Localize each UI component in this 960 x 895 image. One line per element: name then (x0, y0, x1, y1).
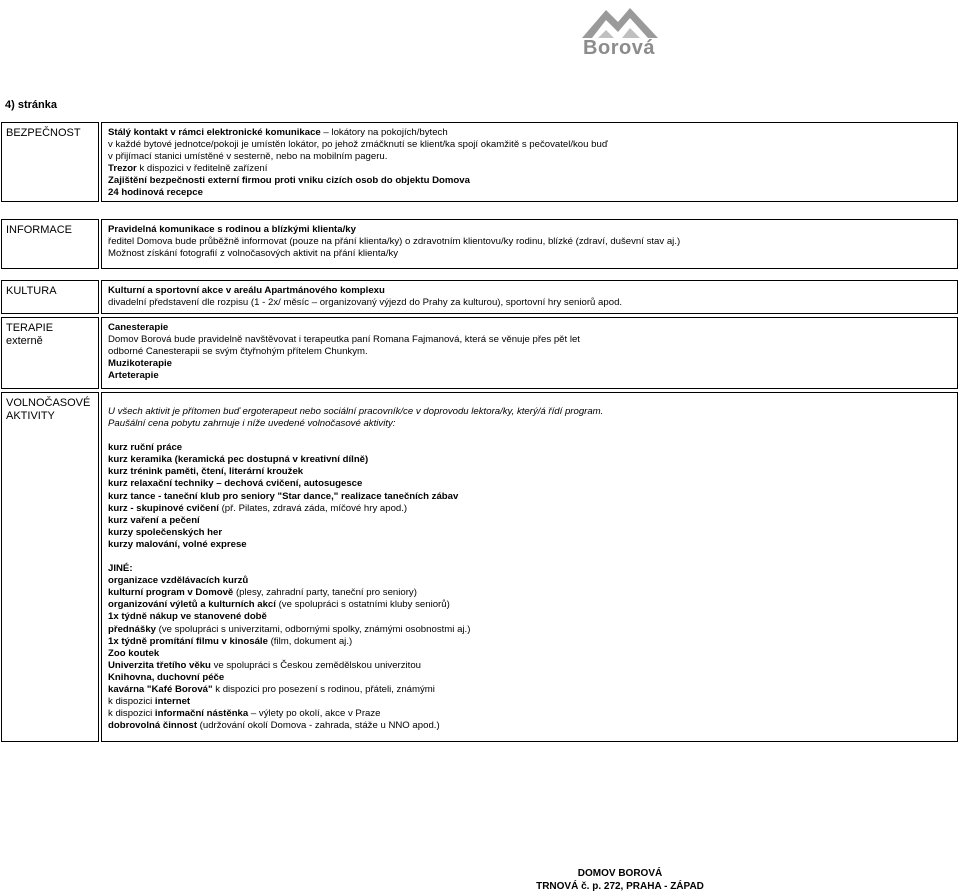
list-item (108, 599, 951, 611)
list-item: kurzy společenských her (108, 526, 223, 538)
text: 24 hodinová recepce (108, 187, 203, 199)
text: informační nástěnka (154, 708, 249, 720)
text: Canesterapie (108, 322, 169, 333)
list-item: organizace vzdělávacích kurzů (108, 575, 249, 587)
label-text: AKTIVITY (6, 410, 55, 422)
text: přednášky (108, 623, 156, 635)
list-item (108, 624, 951, 636)
list-item: kurz ruční práce (108, 442, 183, 454)
text: odborné Canesterapii se svým čtyřnohým přítelem Chunkym. (108, 346, 368, 358)
section-label-informace (1, 219, 99, 269)
section-content-terapie (101, 317, 958, 389)
text: U všech aktivit je přítomen buď ergoterapeut nebo sociální pracovník/ce v doprovodu lektora/ky, který/á řídí program. (108, 406, 604, 417)
text: divadelní představení dle rozpisu (1 - 2x/ měsíc – organizovaný výjezd do Prahy za kulturou), sportovní hry seniorů apod. (108, 297, 623, 309)
list-item (108, 660, 951, 672)
text: 1x týdně promítání filmu v kinosále (108, 635, 268, 647)
text: k dispozici v ředitelně zařízení (136, 163, 268, 175)
footer-line: DOMOV BOROVÁ (577, 868, 663, 879)
section-label-volnocasove (1, 392, 99, 742)
text: k dispozici (108, 708, 155, 720)
text: (ve spolupráci s ostatními kluby seniorů) (275, 599, 450, 611)
text: (plesy, zahradní party, taneční pro seniory) (233, 587, 417, 599)
section-label-terapie (1, 317, 99, 389)
list-item (108, 708, 951, 720)
text: Arteterapie (108, 370, 159, 382)
text: kavárna "Kafé Borová" (108, 683, 213, 695)
text: (př. Pilates, zdravá záda, míčové hry apod.) (218, 502, 408, 514)
text: Pravidelná komunikace s rodinou a blízkými klienta/ky (108, 224, 356, 235)
subheading: JINÉ: (108, 563, 133, 575)
list-item: kurzy malování, volné exprese (108, 538, 247, 550)
label-text: BEZPEČNOST (6, 127, 81, 139)
text: Kulturní a sportovní akce v areálu Apartmánového komplexu (108, 285, 385, 296)
section-label-kultura (1, 280, 99, 314)
list-item (108, 587, 951, 599)
text: v přijímací stanici umístěné v sesterně, nebo na mobilním pageru. (108, 151, 388, 163)
page-heading: 4) stránka (5, 99, 57, 111)
section-content-volnocasove (101, 392, 958, 742)
text: dobrovolná činnost (108, 720, 198, 732)
text: k dispozici pro posezení s rodinou, přáteli, známými (212, 683, 435, 695)
text: internet (154, 696, 191, 708)
text: – lokátory na pokojích/bytech (320, 127, 448, 138)
text: organizování výletů a kulturních akcí (108, 599, 276, 611)
list-item: kurz vaření a pečení (108, 514, 200, 526)
list-item: Zoo koutek (108, 647, 160, 659)
text: Paušální cena pobytu zahrnuje i níže uvedené volnočasové aktivity: (108, 418, 396, 430)
list-item: kurz keramika (keramická pec dostupná v kreativní dílně) (108, 454, 369, 466)
text: v každé bytové jednotce/pokoji je umístěn lokátor, po jehož zmáčknutí se klient/ka spojí okamžitě s pečovatel/kou buď (108, 139, 608, 151)
list-item (108, 684, 951, 696)
text: Zajištění bezpečnosti externí firmou proti vniku cizích osob do objektu Domova (108, 175, 470, 187)
list-item: kurz tance - taneční klub pro seniory "Star dance," realizace tanečních zábav (108, 490, 459, 502)
list-item: 1x týdně nákup ve stanovené době (108, 611, 267, 623)
list-item (108, 696, 951, 708)
list-item (108, 720, 951, 732)
text: Domov Borová bude pravidelně navštěvovat i terapeutka paní Romana Fajmanová, která se věnuje přes pět let (108, 334, 580, 346)
text: Stálý kontakt v rámci elektronické komunikace (108, 127, 321, 138)
list-item: Knihovna, duchovní péče (108, 671, 225, 683)
logo-text: Borová (583, 37, 655, 59)
list-item: kurz relaxační techniky – dechová cvičení, autosugesce (108, 478, 363, 490)
section-content-bezpecnost (101, 122, 958, 202)
text: (ve spolupráci s univerzitami, odbornými spolky, známými osobnostmi aj.) (156, 623, 471, 635)
text: kulturní program v Domově (108, 587, 234, 599)
footer-line: TRNOVÁ č. p. 272, PRAHA - ZÁPAD (536, 881, 704, 892)
label-text: KULTURA (6, 285, 57, 297)
list-item: kurz trénink paměti, čtení, literární kroužek (108, 466, 304, 478)
text: ve spolupráci s Českou zemědělskou univerzitou (210, 659, 422, 671)
list-item (108, 636, 951, 648)
footer-address (500, 867, 740, 893)
label-text: VOLNOČASOVÉ (6, 397, 91, 409)
text: Trezor (108, 163, 137, 175)
label-subtext: externě (6, 335, 43, 347)
text: Muzikoterapie (108, 358, 172, 370)
text: k dispozici (108, 696, 155, 708)
section-content-kultura (101, 280, 958, 314)
label-text: INFORMACE (6, 224, 72, 236)
label-text: TERAPIE (6, 322, 54, 334)
text: (film, dokument aj.) (267, 635, 353, 647)
section-label-bezpecnost (1, 122, 99, 202)
list-item (108, 503, 951, 515)
text: Univerzita třetího věku (108, 659, 211, 671)
text: Možnost získání fotografií z volnočasových aktivit na přání klienta/ky (108, 248, 399, 260)
text: kurz - skupinové cvičení (108, 502, 219, 514)
text: – výlety po okolí, akce v Praze (248, 708, 381, 720)
text: ředitel Domova bude průběžně informovat (pouze na přání klienta/ky) o zdravotním klientovu/ky rodinu, blízké (zdraví, duševní stav aj.) (108, 236, 681, 248)
text: (udržování okolí Domova - zahrada, stáže u NNO apod.) (197, 720, 440, 732)
section-content-informace (101, 219, 958, 269)
